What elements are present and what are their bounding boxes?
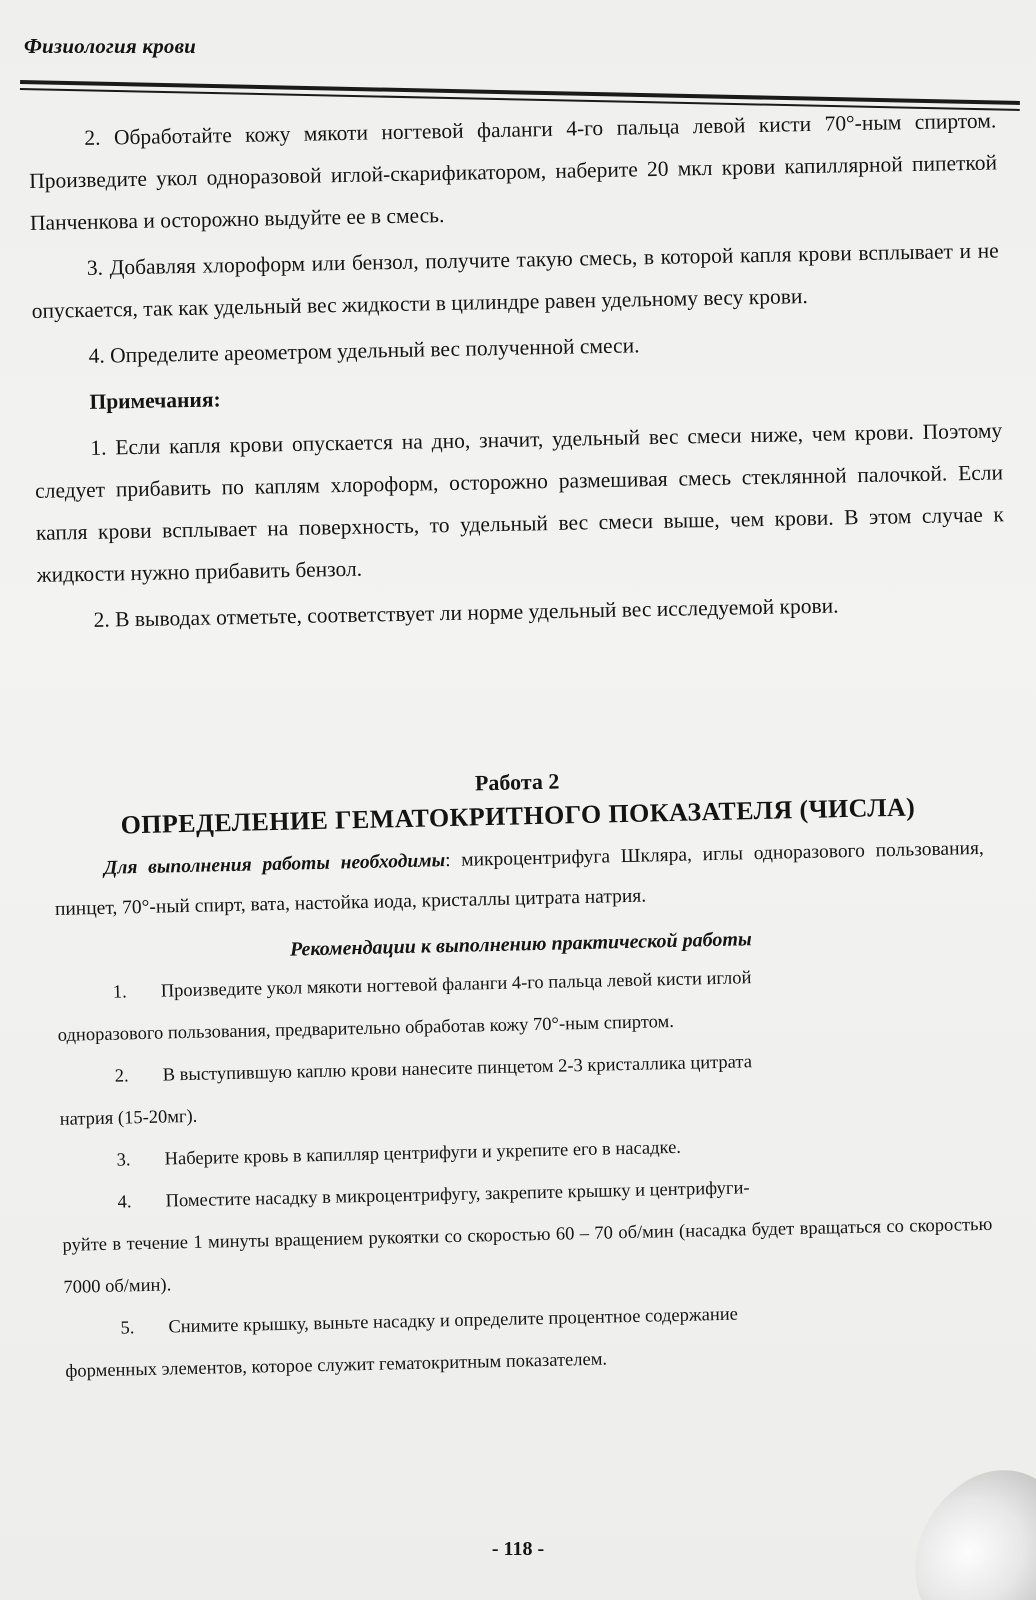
page-number: - 118 - (491, 1538, 545, 1560)
step-text: Снимите крышку, выньте насадку и определите процентное содержание (168, 1304, 739, 1338)
step-continuation: натрия (15-20мг). (59, 1106, 198, 1130)
materials-text: : микроцентрифуга Шкляра, иглы одноразового пользования, пинцет, 70°-ный спирт, вата, настойка иода, кристаллы цитрата натрия. (54, 837, 985, 920)
paragraph: 2. Обработайте кожу мякоти ногтевой фаланги 4-го пальца левой кисти 70°-ным спиртом. Произведите укол одноразовой иглой-скарификатором, наберите 20 мкл крови капиллярной пипеткой Панченкова и осторожно выдуйте ее в смесь. (28, 108, 998, 235)
step-text: Поместите насадку в микроцентрифугу, закрепите крышку и центрифуги- (165, 1178, 750, 1212)
thumb-glare (878, 1445, 1036, 1600)
step-number: 5. (120, 1318, 135, 1339)
step-number: 2. (114, 1066, 129, 1087)
step-item (61, 1162, 994, 1309)
step-continuation: руйте в течение 1 минуты вращением рукоятки со скоростью 60 – 70 об/мин (насадка будет вращаться со скоростью 7000 об/мин). (62, 1214, 993, 1298)
work-number: Работа 2 (474, 768, 560, 796)
materials-paragraph (54, 829, 986, 930)
materials-label: Для выполнения работы необходимы (103, 850, 446, 879)
step-continuation: одноразового пользования, предварительно обработав кожу 70°-ным спиртом. (57, 1011, 675, 1046)
note-item: 2. В выводах отметьте, соответствует ли норме удельный вес исследуемой крови. (93, 593, 839, 632)
step-number: 1. (112, 982, 127, 1003)
notes-heading: Примечания: (89, 387, 221, 414)
continued-text (28, 99, 1006, 645)
step-text: Произведите укол мякоти ногтевой фаланги 4-го пальца левой кисти иглой (160, 968, 752, 1002)
work-section (52, 759, 996, 1393)
paragraph: 4. Определите ареометром удельный вес полученной смеси. (88, 333, 640, 368)
work-title: ОПРЕДЕЛЕНИЕ ГЕМАТОКРИТНОГО ПОКАЗАТЕЛЯ (ЧИСЛА) (120, 792, 916, 840)
note-item: 1. Если капля крови опускается на дно, значит, удельный вес смеси ниже, чем крови. Поэтому следует прибавить по каплям хлороформ, осторожно размешивая смесь стеклянной палочкой. Если капля крови всплывает на поверхность, то удельный вес смеси выше, чем крови. В этом случае к жидкости нужно прибавить бензол. (34, 418, 1005, 587)
recommendations-heading: Рекомендации к выполнению практической работы (289, 928, 752, 961)
step-text: Наберите кровь в капилляр центрифуги и укрепите его в насадке. (164, 1137, 682, 1170)
step-continuation: форменных элементов, которое служит гематокритным показателем. (65, 1349, 608, 1382)
step-number: 4. (117, 1192, 132, 1213)
paragraph: 3. Добавляя хлороформ или бензол, получите такую смесь, в которой капля крови всплывает и не опускается, так как удельный вес жидкости в цилиндре равен удельному весу крови. (31, 238, 999, 323)
steps-list (56, 952, 995, 1393)
step-text: В выступившую каплю крови нанесите пинцетом 2-3 кристаллика цитрата (162, 1052, 753, 1086)
running-head: Физиология крови (24, 34, 197, 58)
step-number: 3. (116, 1150, 131, 1171)
